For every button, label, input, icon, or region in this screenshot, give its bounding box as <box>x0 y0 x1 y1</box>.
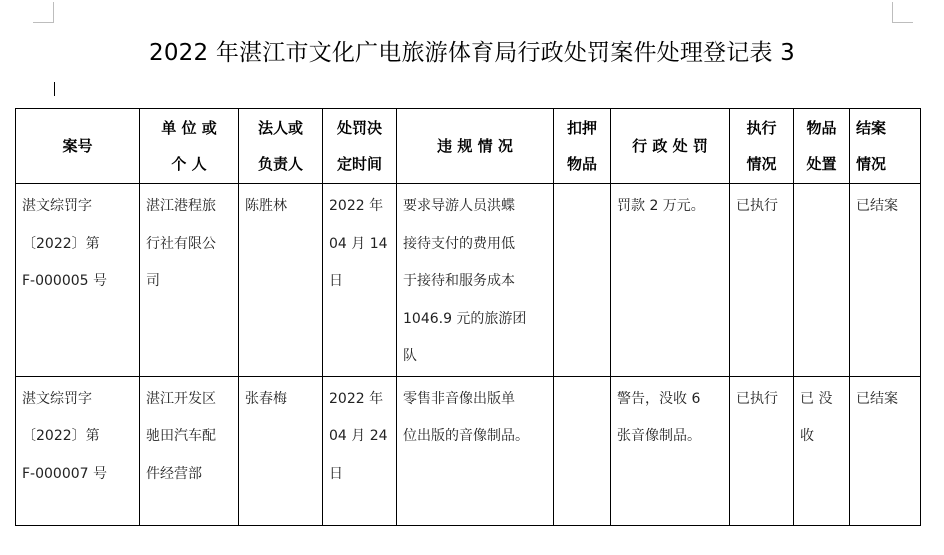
header-closing: 结案 情况 <box>850 109 921 184</box>
cell-seized-items <box>554 376 611 525</box>
cell-seized-items <box>554 184 611 377</box>
header-decision-time: 处罚决 定时间 <box>323 109 397 184</box>
cell-unit: 湛江开发区 驰田汽车配 件经营部 <box>140 376 239 525</box>
header-legal-person: 法人或 负责人 <box>239 109 323 184</box>
cell-disposal: 已 没 收 <box>794 376 850 525</box>
header-case-no: 案号 <box>16 109 140 184</box>
cell-violation: 零售非音像出版单 位出版的音像制品。 <box>397 376 554 525</box>
cell-execution: 已执行 <box>730 376 794 525</box>
header-violation: 违 规 情 况 <box>397 109 554 184</box>
cell-unit: 湛江港程旅 行社有限公 司 <box>140 184 239 377</box>
cell-legal-person: 张春梅 <box>239 376 323 525</box>
header-penalty: 行 政 处 罚 <box>611 109 730 184</box>
cell-penalty: 罚款 2 万元。 <box>611 184 730 377</box>
page-corner-mark-top-right <box>892 2 913 23</box>
cell-disposal <box>794 184 850 377</box>
cell-case-no: 湛文综罚字 〔2022〕第 F-000007 号 <box>16 376 140 525</box>
cell-execution: 已执行 <box>730 184 794 377</box>
penalty-register-table <box>15 108 921 526</box>
cell-violation: 要求导游人员洪蝶 接待支付的费用低 于接待和服务成本 1046.9 元的旅游团 队 <box>397 184 554 377</box>
cell-penalty: 警告，没收 6 张音像制品。 <box>611 376 730 525</box>
cell-case-no: 湛文综罚字 〔2022〕第 F-000005 号 <box>16 184 140 377</box>
cell-closing: 已结案 <box>850 376 921 525</box>
header-execution: 执行 情况 <box>730 109 794 184</box>
text-cursor <box>54 82 55 96</box>
table-row <box>16 376 921 525</box>
header-unit: 单 位 或 个 人 <box>140 109 239 184</box>
document-title: 2022 年湛江市文化广电旅游体育局行政处罚案件处理登记表 3 <box>149 40 795 66</box>
cell-legal-person: 陈胜林 <box>239 184 323 377</box>
header-disposal: 物品 处置 <box>794 109 850 184</box>
cell-decision-time: 2022 年 04 月 14 日 <box>323 184 397 377</box>
cell-closing: 已结案 <box>850 184 921 377</box>
table-header-row <box>16 109 921 184</box>
cell-decision-time: 2022 年 04 月 24 日 <box>323 376 397 525</box>
table-row <box>16 184 921 377</box>
header-seized-items: 扣押 物品 <box>554 109 611 184</box>
page-corner-mark-top-left <box>33 2 54 23</box>
